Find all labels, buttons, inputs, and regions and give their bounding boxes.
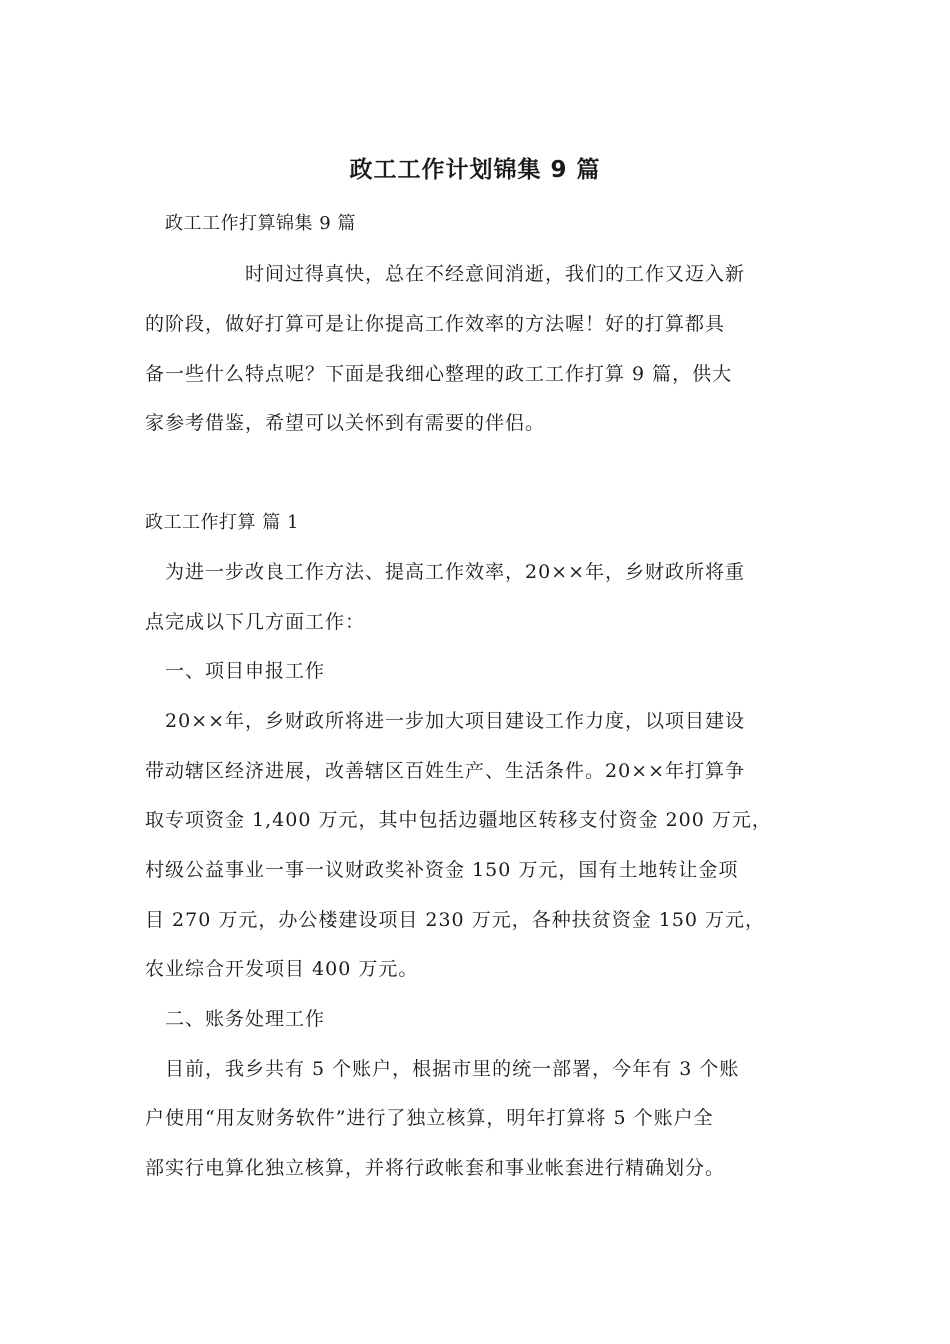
paragraph-line: 点完成以下几方面工作： [145,611,366,633]
paragraph-line: 农业综合开发项目 400 万元。 [145,958,419,980]
paragraph-line: 村级公益事业一事一议财政奖补资金 150 万元，国有土地转让金项 [145,859,739,881]
subsection-heading: 一、项目申报工作 [165,660,326,682]
paragraph-line: 为进一步改良工作方法、提高工作效率，20××年，乡财政所将重 [165,561,746,583]
paragraph-line: 户使用“用友财务软件”进行了独立核算，明年打算将 5 个账户全 [145,1107,714,1129]
paragraph-line: 取专项资金 1,400 万元，其中包括边疆地区转移支付资金 200 万元， [145,809,772,831]
subsection-heading: 二、账务处理工作 [165,1008,326,1030]
paragraph-line: 带动辖区经济进展，改善辖区百姓生产、生活条件。20××年打算争 [145,760,746,782]
intro-line: 的阶段，做好打算可是让你提高工作效率的方法喔！好的打算都具 [145,313,726,335]
paragraph-line: 目前，我乡共有 5 个账户，根据市里的统一部署，今年有 3 个账 [165,1058,740,1080]
paragraph-line: 20××年，乡财政所将进一步加大项目建设工作力度，以项目建设 [165,710,746,732]
intro-line: 家参考借鉴，希望可以关怀到有需要的伴侣。 [145,412,546,434]
document-subtitle: 政工工作打算锦集 9 篇 [165,213,356,234]
document-title: 政工工作计划锦集 9 篇 [349,157,601,183]
intro-line: 备一些什么特点呢？下面是我细心整理的政工工作打算 9 篇，供大 [145,363,733,385]
section-heading: 政工工作打算 篇 1 [145,512,299,533]
intro-line: 时间过得真快，总在不经意间消逝，我们的工作又迈入新 [245,263,746,285]
paragraph-line: 目 270 万元，办公楼建设项目 230 万元，各种扶贫资金 150 万元， [145,909,766,931]
paragraph-line: 部实行电算化独立核算，并将行政帐套和事业帐套进行精确划分。 [145,1157,726,1179]
